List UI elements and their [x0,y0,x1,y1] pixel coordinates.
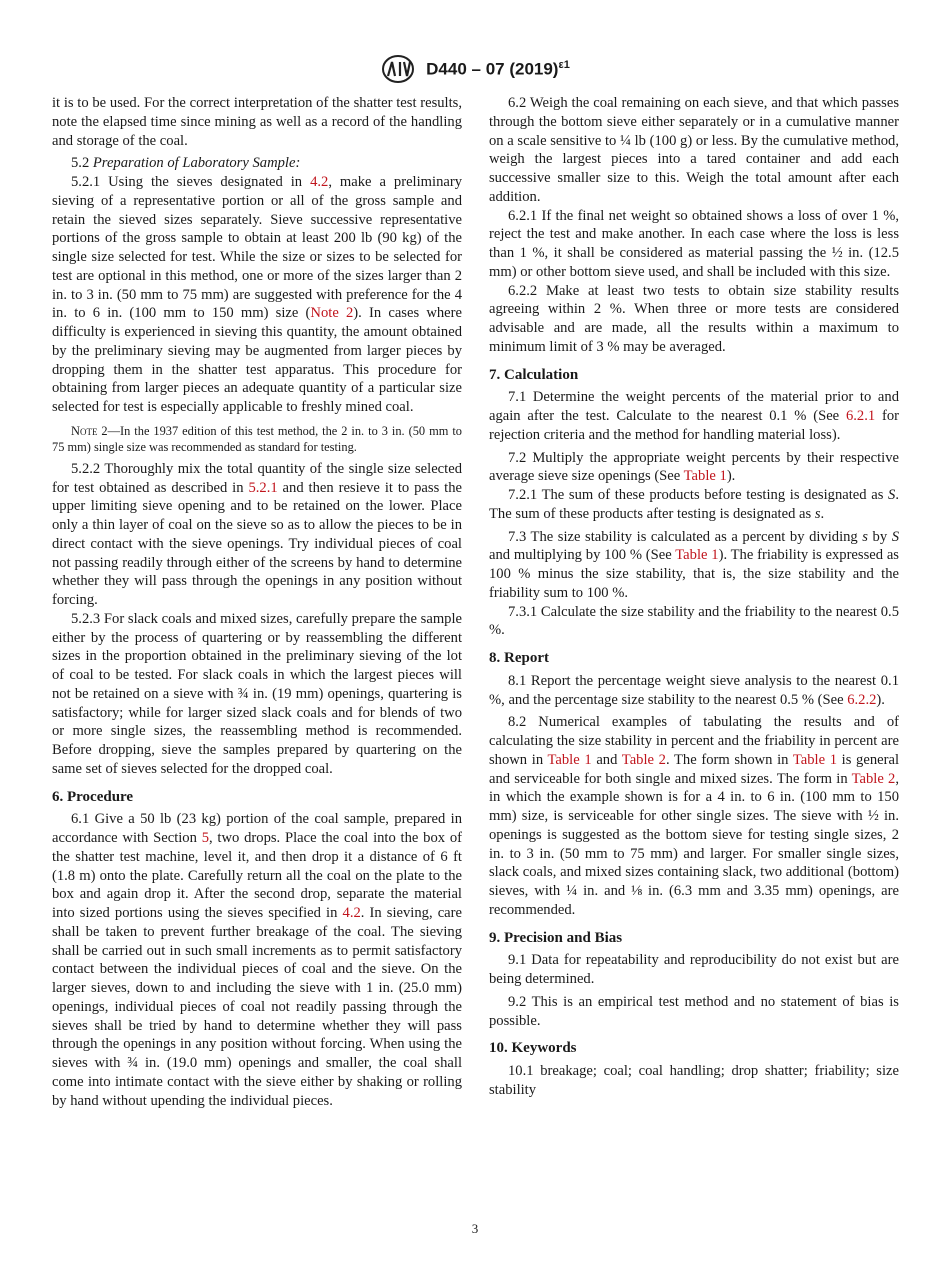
text-run: , two drops. Place the coal into the box of the shatter test machine, level it, and then drop it a distance of 6 ft (1.8 m) onto the plate. Carefully return all the coal on the plate to the box and again drop it. After the second drop, separate the material into sized portions using the sieves specified in [52,830,463,921]
text-run: . In sieving, care shall be taken to prevent further breakage of the coal. The sieving shall be carried out in such small increments as to permit satisfactory contact between the individual pieces of coal and the sieve. On the larger sieves, down to and including the sieve with 1 in. (25.0 mm) openings, individual pieces of coal not readily passing through the sieves shall be tried by hand to determine whether they will pass through the openings in any position without forcing. When using the sieves with ¾ in. (19.0 mm) openings and smaller, the coal shall come into intimate contact with the sieve either by shaking or rolling by hand without upending the individual pieces. [52,905,462,1109]
paragraph [52,94,462,150]
cross-reference-link[interactable]: Table 1 [675,547,719,564]
section-heading [489,366,899,385]
text-run: 6.2.2 Make at least two tests to obtain size stability results agreeing within 2 %. When three or more tests are considered advisable and are made, all the results within a maximum to minimum limit of 3 % may be averaged. [489,282,899,355]
cross-reference-link[interactable]: Table 2 [851,770,896,787]
astm-logo-icon [380,54,416,84]
text-run: 9.2 This is an empirical test method and no statement of bias is possible. [489,993,899,1029]
text-run: ). In cases where difficulty is experienced in sieving this quantity, the amount obtained by the preliminary sieving may be augmented from larger pieces by dropping them in the shatter test apparatus. This procedure for obtaining from larger pieces an adequate quantity of a particular size selected for test is especially applicable to freshly mined coal. [52,305,462,415]
text-run: 10.1 breakage; coal; coal handling; drop shatter; friability; size stability [489,1063,899,1098]
text-run: 6. Procedure [52,788,134,805]
paragraph [52,460,462,610]
designation-text: D440 – 07 (2019) [426,59,559,79]
text-run: and multiplying by 100 % (See [489,547,676,564]
paragraph [489,449,899,487]
text-run: 5.2.3 For slack coals and mixed sizes, carefully prepare the sample either by the process of quartering or by reassembling the different sizes in the proportion obtained in the preliminary sieving of the lot of coal to be tested. For slack coals in which the largest pieces will not be retained on a sieve with ¾ in. (19 mm) openings, quartering is satisfactory; while for larger sized slack coals and for blends of two or more single sizes, the reassembling method is recommended. Before dropping, sieve the samples prepared by quartering on the same set of sieves selected for the dropped coal. [52,610,462,777]
cross-reference-link[interactable]: 4.2 [310,174,329,190]
text-run: for rejection criteria and the method for handling material loss). [489,408,899,443]
section-heading [489,929,899,948]
section-heading [489,1039,899,1058]
text-run: is general and serviceable for both single and mixed sizes. The form in [489,751,899,787]
paragraph [52,610,462,779]
text-run: Preparation of Laboratory Sample: [92,155,301,172]
text-run: by [867,528,892,545]
page-number: 3 [471,1221,479,1236]
cross-reference-link[interactable]: 6.2.1 [845,408,876,424]
text-run: Note [71,423,98,438]
paragraph [489,951,899,989]
cross-reference-link[interactable]: Note 2 [310,305,354,322]
cross-reference-link[interactable]: 5.2.1 [248,479,278,496]
text-run: s [814,505,821,522]
text-run: 8.2 Numerical examples of tabulating the results and of calculating the size stability in percent and the friability in percent are shown in [489,714,899,768]
text-run: 7. Calculation [489,366,579,383]
text-run: . [820,505,825,522]
text-run: 5.2 [71,155,93,172]
text-run: . The form shown in [665,751,793,768]
paragraph [52,154,462,173]
text-run: it is to be used. For the correct interpretation of the shatter test results, note the elapsed time since mining as well as a record of the handling and storage of the coal. [52,95,462,149]
text-run: 7.2.1 The sum of these products before testing is designated as [508,487,889,503]
text-run: S [888,487,896,503]
text-run: 2—In the 1937 edition of this test method, the 2 in. to 3 in. (50 mm to 75 mm) single size was recommended as standard for testing. [52,423,462,454]
text-run: 7.2 Multiply the appropriate weight percents by their respective average sieve size openings (See [489,449,899,485]
cross-reference-link[interactable]: 5 [201,830,209,846]
paragraph [489,207,899,282]
text-run: 9. Precision and Bias [489,929,623,946]
text-run: ). [726,468,736,485]
standard-designation [426,59,570,80]
text-run: ). The friability is expressed as 100 % minus the size stability, that is, the size stability and the friability sum to 100 %. [489,547,899,601]
cross-reference-link[interactable]: 4.2 [342,905,361,921]
section-heading [52,788,462,807]
text-run: . The sum of these products after testing is designated as [489,487,899,522]
text-run: and then resieve it to pass the upper limiting sieve opening and to be retained on the lower. Place only a thin layer of coal on the sieve so as to allow the pieces to be in direct contact with the sieve openings. Try individual pieces of coal not passing readily through either of the screens by hand to determine whether they will pass through the openings in any position without forcing. [52,479,462,608]
paragraph [489,486,899,524]
paragraph [52,173,462,417]
page-header [0,54,950,84]
paragraph [489,528,899,603]
text-run: 8. Report [489,650,549,666]
cross-reference-link[interactable]: Table 2 [621,751,666,768]
left-column [52,94,462,1110]
text-run: 6.2.1 If the final net weight so obtained shows a loss of over 1 %, reject the test and make another. In each case where the loss is less than 1 %, it shall be considered as material passing the ½ in. (12.5 mm) or other bottom sieve used, and shall be included with this size. [489,207,899,280]
designation-superscript: ε1 [558,58,570,71]
paragraph [489,282,899,357]
text-run: 6.1 Give a 50 lb (23 kg) portion of the coal sample, prepared in accordance with Section [52,811,462,846]
text-run: 5.2.2 Thoroughly mix the total quantity of the single size selected for test obtained as described in [52,460,462,496]
paragraph [489,603,899,641]
text-run: 7.1 Determine the weight percents of the material prior to and again after the test. Calculate to the nearest 0.1 % (See [489,389,899,424]
cross-reference-link[interactable]: 6.2.2 [847,691,877,708]
cross-reference-link[interactable]: Table 1 [547,751,592,768]
text-run: and [591,751,622,768]
paragraph [489,672,899,710]
text-run: ). [876,691,885,708]
text-run: 7.3.1 Calculate the size stability and the friability to the nearest 0.5 %. [489,603,899,639]
text-run: 9.1 Data for repeatability and reproducibility do not exist but are being determined. [489,952,899,987]
right-column [489,94,899,1100]
text-run: , make a preliminary sieving of a representative portion or all of the gross sample and retain the sieved sizes separately. Sieve successive representative portions of the gross sample to obtain at least 200 lb (90 kg) of the single size selected for test. While the size or sizes to be selected for test are optional in this method, one or more of the sizes larger than 2 in. to 3 in. (50 mm to 75 mm) are suggested with preference for the 4 in. to 6 in. (100 mm to 150 mm) size ( [52,174,462,322]
text-run: 7.3 The size stability is calculated as a percent by dividing [508,528,863,545]
paragraph [489,1062,899,1100]
cross-reference-link[interactable]: Table 1 [792,751,838,768]
text-run: s [862,528,868,545]
paragraph [52,810,462,1110]
paragraph [489,993,899,1031]
text-run: , in which the example shown is for a 4 in. to 6 in. (100 mm to 150 mm) size, is serviceable for other single sizes. The sieve with ½ in. openings is suggested as the bottom sieve for testing single sizes, 2 in. to 3 in. (50 mm to 75 mm) and larger. For smaller single sizes, slack coals, and mixed sizes containing slack, two additional (bottom) sieves, with ¼ in. and ⅛ in. (6.3 mm and 3.35 mm) openings, are recommended. [489,770,899,918]
text-run: 8.1 Report the percentage weight sieve analysis to the nearest 0.1 %, and the percentage size stability to the nearest 0.5 % (See [489,672,899,708]
text-run: 5.2.1 Using the sieves designated in [71,174,311,190]
note [52,423,462,455]
cross-reference-link[interactable]: Table 1 [683,468,727,485]
paragraph [489,713,899,919]
text-run: S [891,528,900,545]
text-run: 10. Keywords [489,1040,577,1057]
section-heading [489,649,899,668]
paragraph [489,388,899,444]
text-run: 6.2 Weigh the coal remaining on each sieve, and that which passes through the bottom sieve either separately or in a cumulative manner on a scale sensitive to ¼ lb (100 g) or less. By the cumulative method, weigh the largest pieces into a tared container and add each successive smaller size to this. Weigh the total amount after each addition. [489,95,899,205]
paragraph [489,94,899,207]
